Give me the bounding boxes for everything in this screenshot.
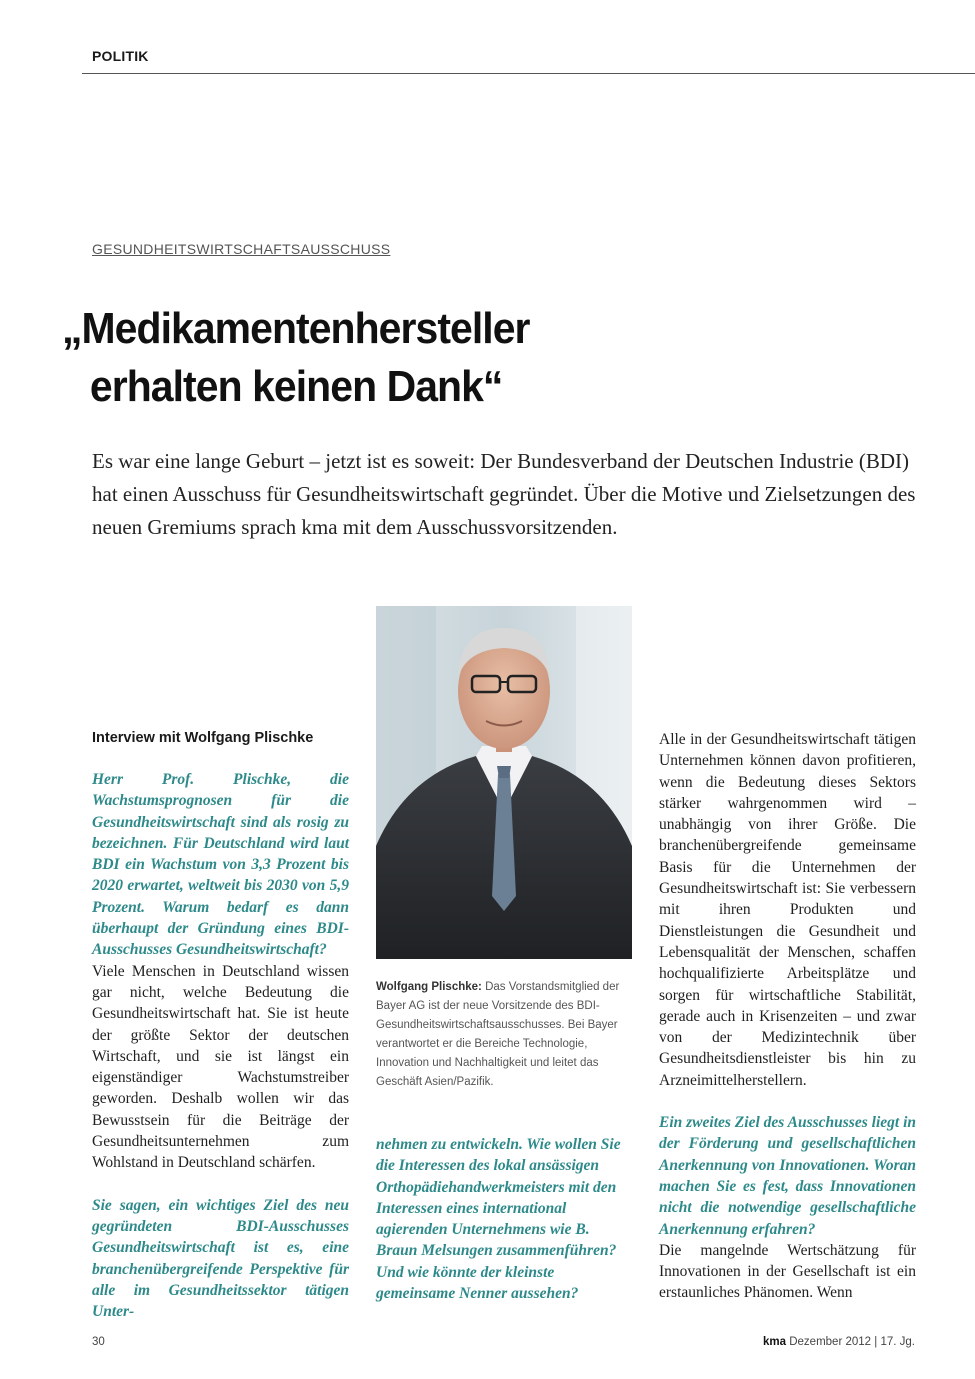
question-2-part-1: Sie sagen, ein wichtiges Ziel des neu gegründeten BDI-Ausschusses Gesundheitswirtschaft ist es, eine branchenübergreifende Perspektive für alle im Gesundheitssektor tätigen Unter- [92,1196,349,1321]
article-kicker: GESUNDHEITSWIRTSCHAFTSAUSSCHUSS [92,241,391,257]
section-label: POLITIK [92,48,149,64]
article-headline [62,300,713,416]
column-1 [92,769,349,1322]
question-3: Ein zweites Ziel des Ausschusses liegt in der Förderung und gesellschaftlichen Anerkennung von Innovationen. Woran machen Sie es fest, dass Innovationen nicht die notwendige gesellschaftliche Anerkennung erfahren? [659,1114,916,1238]
question-2-part-2: nehmen zu entwickeln. Wie wollen Sie die Interessen des lokal ansässigen Orthopädiehandwerkmeisters mit den Interessen eines international agierenden Unternehmens wie B. Braun Melsungen zusammenführen? Und wie könnte der kleinste gemeinsame Nenner aussehen? [376,1136,621,1303]
caption-text: Das Vorstandsmitglied der Bayer AG ist der neue Vorsitzende des BDI-Gesundheitswirtschaftsausschusses. Bei Bayer verantwortet er die Bereiche Technologie, Innovation und Nachhaltigkeit und leitet das Geschäft Asien/Pazifik. [376,981,620,1088]
column-3 [659,729,916,1304]
footer-volume: 17. Jg. [880,1336,915,1348]
footer-issue-date: Dezember 2012 [789,1336,872,1348]
column-2 [376,1134,633,1304]
question-1: Herr Prof. Plischke, die Wachstumsprognosen für die Gesundheitswirtschaft sind als rosig zu bezeichnen. Für Deutschland wird laut BDI ein Wachstum von 3,3 Prozent bis 2020 erwartet, weltweit bis 2030 von 5,9 Prozent. Warum bedarf es dann überhaupt der Gründung eines BDI-Ausschusses Gesundheitswirtschaft? [92,771,349,959]
footer-separator: | [874,1336,878,1348]
footer-brand: kma [763,1336,787,1348]
article-lead: Es war eine lange Geburt – jetzt ist es soweit: Der Bundesverband der Deutschen Industrie (BDI) hat einen Ausschuss für Gesundheitswirtschaft gegründet. Über die Motive und Zielsetzungen des neuen Gremiums sprach kma mit dem Ausschussvorsitzenden. [92,449,916,539]
headline-line-2: erhalten keinen Dank“ [89,362,503,411]
header-rule [82,73,975,74]
answer-2: Alle in der Gesundheitswirtschaft tätigen Unternehmen können davon profitieren, wenn die Bedeutung dieses Sektors stärker wahrgenommen wird – unabhängig von ihrer Größe. Die branchenübergreifende gemeinsame Basis für die Unternehmen der Gesundheitswirtschaft ist: Sie verbessern mit ihren Produkten und Dienstleistungen die Gesundheit und Lebensqualität der Menschen, schaffen hochqualifizierte Arbeitsplätze und sorgen für wirtschaftliche Stabilität, gerade auch in Krisenzeiten – und zwar von der Medizintechnik über Gesundheitsdienstleister bis hin zu Arzneimittelherstellern. [659,731,916,1089]
headline-line-1: „Medikamentenhersteller [62,304,530,353]
page-number: 30 [92,1336,105,1348]
footer-issue [763,1336,915,1348]
interview-heading: Interview mit Wolfgang Plischke [92,730,314,746]
answer-3: Die mangelnde Wertschätzung für Innovationen in der Gesellschaft ist ein erstaunliches Phänomen. Wenn [659,1241,916,1302]
caption-name: Wolfgang Plischke: [376,981,482,993]
photo-caption [376,978,632,1092]
answer-1: Viele Menschen in Deutschland wissen gar nicht, welche Bedeutung die Gesundheitswirtschaft hat. Sie ist heute der größte Sektor der deutschen Wirtschaft, und sie ist längst ein eigenständiger Wachstumstreiber geworden. Deshalb wollen wir das Bewusstsein für die Beiträge der Gesundheitsunternehmen zum Wohlstand in Deutschland schärfen. [92,962,349,1172]
portrait-photo [376,606,632,959]
